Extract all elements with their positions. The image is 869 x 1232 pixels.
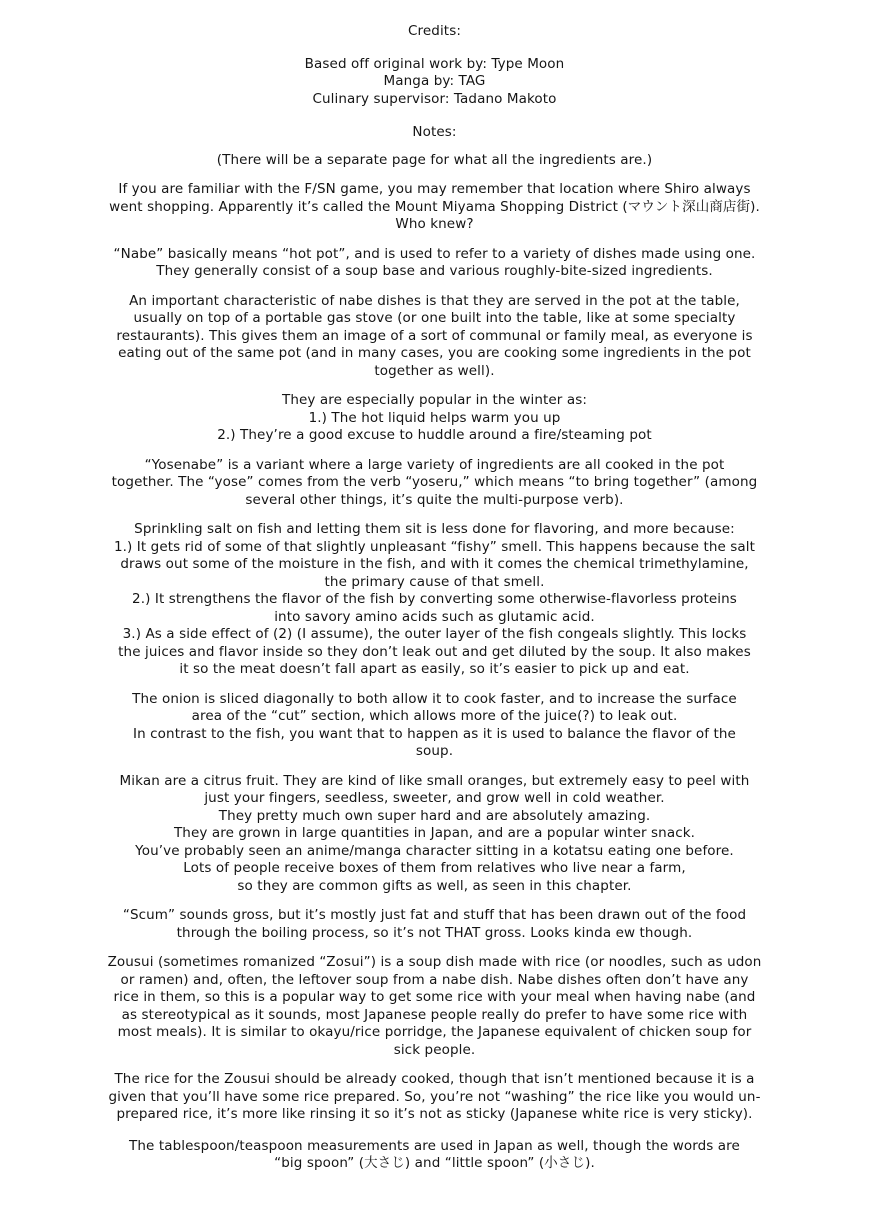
text-line: restaurants). This gives them an image of a sort of communal or family meal, as everyone is <box>116 327 753 344</box>
text-line: You’ve probably seen an anime/manga character sitting in a kotatsu eating one before. <box>135 842 734 859</box>
list-item-1: 1.) It gets rid of some of that slightly unpleasant “fishy” smell. This happens because the salt <box>113 538 756 555</box>
rice-preparation-note <box>38 1071 831 1124</box>
text-line: prepared rice, it’s more like rinsing it so it’s not as sticky (Japanese white rice is very sticky). <box>116 1106 753 1122</box>
text-line: rice in them, so this is a popular way to get some rice with your meal when having nabe (and <box>113 989 756 1005</box>
winter-popularity-note <box>38 392 831 445</box>
text-line: given that you’ll have some rice prepared. So, you’re not “washing” the rice like you would un- <box>108 1088 761 1105</box>
text-line: They generally consist of a soup base and various roughly-bite-sized ingredients. <box>156 263 713 279</box>
list-item-2: 2.) They’re a good excuse to huddle around a fire/steaming pot <box>217 427 652 443</box>
text-line: or ramen) and, often, the leftover soup from a nabe dish. Nabe dishes often don’t have any <box>120 971 749 988</box>
text-line: together as well). <box>374 362 495 379</box>
notes-heading <box>38 124 831 142</box>
text-line: Zousui (sometimes romanized “Zosui”) is a soup dish made with rice (or noodles, such as udon <box>107 954 762 970</box>
yosenabe-note <box>38 457 831 510</box>
mikan-note <box>38 773 831 896</box>
onion-slicing-note <box>38 691 831 761</box>
text-line: (There will be a separate page for what all the ingredients are.) <box>216 151 653 168</box>
heading-text: Credits: <box>408 23 461 39</box>
text-line: into savory amino acids such as glutamic acid. <box>274 608 595 625</box>
list-item-2: 2.) It strengthens the flavor of the fish by converting some otherwise-flavorless proteins <box>132 591 737 607</box>
credit-line-manga: Manga by: TAG <box>383 73 486 89</box>
text-line: the juices and flavor inside so they don’t leak out and get diluted by the soup. It also makes <box>118 643 751 660</box>
text-line: went shopping. Apparently it’s called the Mount Miyama Shopping District (マウント深山商店街). <box>109 198 760 215</box>
ingredients-note <box>38 152 831 170</box>
text-line: usually on top of a portable gas stove (or one built into the table, like at some specialty <box>133 310 736 326</box>
text-line: Mikan are a citrus fruit. They are kind of like small oranges, but extremely easy to peel with <box>119 772 750 789</box>
text-line: so they are common gifts as well, as seen in this chapter. <box>237 877 632 894</box>
text-line: eating out of the same pot (and in many cases, you are cooking some ingredients in the pot <box>118 345 751 361</box>
text-line: the primary cause of that smell. <box>324 573 545 590</box>
scum-note <box>38 907 831 942</box>
credit-line-culinary-supervisor: Culinary supervisor: Tadano Makoto <box>312 90 557 107</box>
list-item-3: 3.) As a side effect of (2) (I assume), the outer layer of the fish congeals slightly. This locks <box>122 626 747 642</box>
text-line: They pretty much own super hard and are absolutely amazing. <box>218 807 651 824</box>
text-line: “Scum” sounds gross, but it’s mostly just fat and stuff that has been drawn out of the food <box>122 907 747 923</box>
nabe-characteristic-note <box>38 293 831 381</box>
text-line: Who knew? <box>395 216 474 232</box>
text-line: it so the meat doesn’t fall apart as easily, so it’s easier to pick up and eat. <box>179 661 690 677</box>
shopping-district-note <box>38 181 831 234</box>
heading-text: Notes: <box>412 124 457 140</box>
text-line: together. The “yose” comes from the verb “yoseru,” which means “to bring together” (among <box>111 474 758 490</box>
text-line: In contrast to the fish, you want that to happen as it is used to balance the flavor of the <box>133 725 736 742</box>
text-line: Lots of people receive boxes of them from relatives who live near a farm, <box>183 860 686 876</box>
text-line: “big spoon” (大さじ) and “little spoon” (小さじ). <box>274 1155 595 1171</box>
text-line: as stereotypical as it sounds, most Japanese people really do prefer to have some rice with <box>121 1006 748 1023</box>
text-line: Sprinkling salt on fish and letting them sit is less done for flavoring, and more because: <box>134 521 735 537</box>
text-line: area of the “cut” section, which allows more of the juice(?) to leak out. <box>191 708 678 724</box>
text-line: The onion is sliced diagonally to both allow it to cook faster, and to increase the surface <box>132 690 737 707</box>
credit-line-original-work: Based off original work by: Type Moon <box>304 55 565 72</box>
nabe-definition-note <box>38 246 831 281</box>
text-line: sick people. <box>393 1041 476 1058</box>
salt-on-fish-note <box>38 521 831 679</box>
text-line: “Nabe” basically means “hot pot”, and is used to refer to a variety of dishes made using one. <box>113 245 756 262</box>
text-line: draws out some of the moisture in the fish, and with it comes the chemical trimethylamine, <box>120 556 749 572</box>
text-line: “Yosenabe” is a variant where a large variety of ingredients are all cooked in the pot <box>144 456 725 473</box>
text-line: They are especially popular in the winter as: <box>282 392 587 408</box>
text-line: soup. <box>415 743 454 759</box>
text-line: just your fingers, seedless, sweeter, and grow well in cold weather. <box>204 790 665 806</box>
credits-heading <box>38 23 831 41</box>
credits-list <box>38 56 831 109</box>
list-item-1: 1.) The hot liquid helps warm you up <box>308 409 561 426</box>
spoon-measurements-note <box>38 1138 831 1173</box>
text-line: several other things, it’s quite the multi-purpose verb). <box>245 491 624 508</box>
text-line: most meals). It is similar to okayu/rice porridge, the Japanese equivalent of chicken soup for <box>117 1024 752 1040</box>
text-line: The rice for the Zousui should be already cooked, though that isn’t mentioned because it is a <box>114 1071 755 1087</box>
text-line: They are grown in large quantities in Japan, and are a popular winter snack. <box>173 825 696 841</box>
text-line: through the boiling process, so it’s not THAT gross. Looks kinda ew though. <box>176 924 693 941</box>
text-line: The tablespoon/teaspoon measurements are used in Japan as well, though the words are <box>129 1137 740 1154</box>
zousui-note <box>38 954 831 1059</box>
text-line: An important characteristic of nabe dishes is that they are served in the pot at the table, <box>129 292 740 309</box>
text-line: If you are familiar with the F/SN game, you may remember that location where Shiro always <box>118 181 751 197</box>
